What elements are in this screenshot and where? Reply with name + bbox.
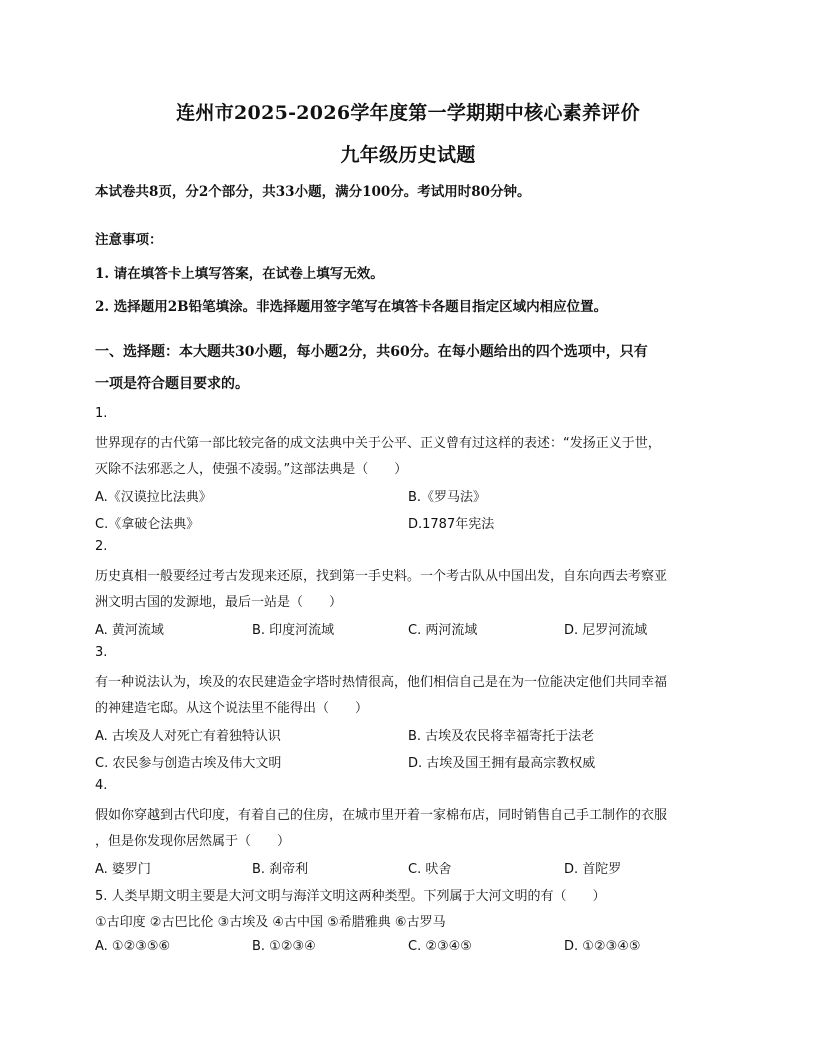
- option-d: D.1787年宪法: [408, 517, 495, 532]
- question-text: 世界现存的古代第一部比较完备的成文法典中关于公平、正义曾有过这样的表述：“发扬正义于世，: [95, 436, 661, 451]
- exam-intro: 本试卷共8页，分2个部分，共33小题，满分100分。考试用时80分钟。: [95, 184, 531, 200]
- option-c: C. 吠舍: [408, 862, 452, 877]
- exam-subtitle: 九年级历史试题: [340, 144, 476, 166]
- question-text: 历史真相一般要经过考古发现来还原，找到第一手史料。一个考古队从中国出发，自东向西去考察亚: [95, 569, 668, 584]
- question-text: 灭除不法邪恶之人，使强不凌弱。”这部法典是（ ）: [95, 462, 408, 477]
- note-item: 2. 选择题用2B铅笔填涂。非选择题用签字笔写在填答卡各题目指定区域内相应位置。: [95, 299, 608, 315]
- question-text: 洲文明古国的发源地，最后一站是（ ）: [95, 595, 343, 610]
- exam-title: 连州市2025-2026学年度第一学期期中核心素养评价: [176, 102, 640, 124]
- section-heading-cont: 一项是符合题目要求的。: [95, 376, 249, 392]
- option-a: A. ①②③⑤⑥: [95, 939, 171, 954]
- option-c: C.《拿破仑法典》: [95, 517, 200, 532]
- option-b: B.《罗马法》: [408, 490, 487, 505]
- question-text: 假如你穿越到古代印度，有着自己的住房，在城市里开着一家棉布店，同时销售自己手工制作的衣服: [95, 808, 668, 823]
- question-text: ①古印度 ②古巴比伦 ③古埃及 ④古中国 ⑤希腊雅典 ⑥古罗马: [95, 915, 446, 930]
- question-number: 2.: [95, 539, 108, 554]
- option-c: C. 两河流域: [408, 623, 478, 638]
- question-number: 3.: [95, 645, 108, 660]
- option-a: A. 黄河流域: [95, 623, 164, 638]
- option-a: A.《汉谟拉比法典》: [95, 490, 212, 505]
- question-text: 有一种说法认为，埃及的农民建造金字塔时热情很高，他们相信自己是在为一位能决定他们共同幸福: [95, 675, 668, 690]
- option-d: D. 古埃及国王拥有最高宗教权威: [408, 756, 596, 771]
- option-a: A. 古埃及人对死亡有着独特认识: [95, 729, 281, 744]
- question-text: 的神建造宅邸。从这个说法里不能得出（ ）: [95, 701, 369, 716]
- note-item: 1. 请在填答卡上填写答案，在试卷上填写无效。: [95, 266, 384, 282]
- question-number: 4.: [95, 778, 108, 793]
- question-text: 5. 人类早期文明主要是大河文明与海洋文明这两种类型。下列属于大河文明的有（ ）: [95, 889, 606, 904]
- option-c: C. 农民参与创造古埃及伟大文明: [95, 756, 282, 771]
- option-d: D. 首陀罗: [564, 862, 622, 877]
- option-a: A. 婆罗门: [95, 862, 151, 877]
- option-b: B. ①②③④: [252, 939, 316, 954]
- section-heading: 一、选择题：本大题共30小题，每小题2分，共60分。在每小题给出的四个选项中，只有: [95, 344, 648, 360]
- option-b: B. 古埃及农民将幸福寄托于法老: [408, 729, 595, 744]
- option-c: C. ②③④⑤: [408, 939, 472, 954]
- option-d: D. ①②③④⑤: [564, 939, 641, 954]
- option-b: B. 刹帝利: [252, 862, 309, 877]
- option-d: D. 尼罗河流域: [564, 623, 648, 638]
- option-b: B. 印度河流域: [252, 623, 335, 638]
- question-text: ，但是你发现你居然属于（ ）: [95, 834, 291, 849]
- notes-heading: 注意事项：: [95, 232, 163, 248]
- question-number: 1.: [95, 406, 108, 421]
